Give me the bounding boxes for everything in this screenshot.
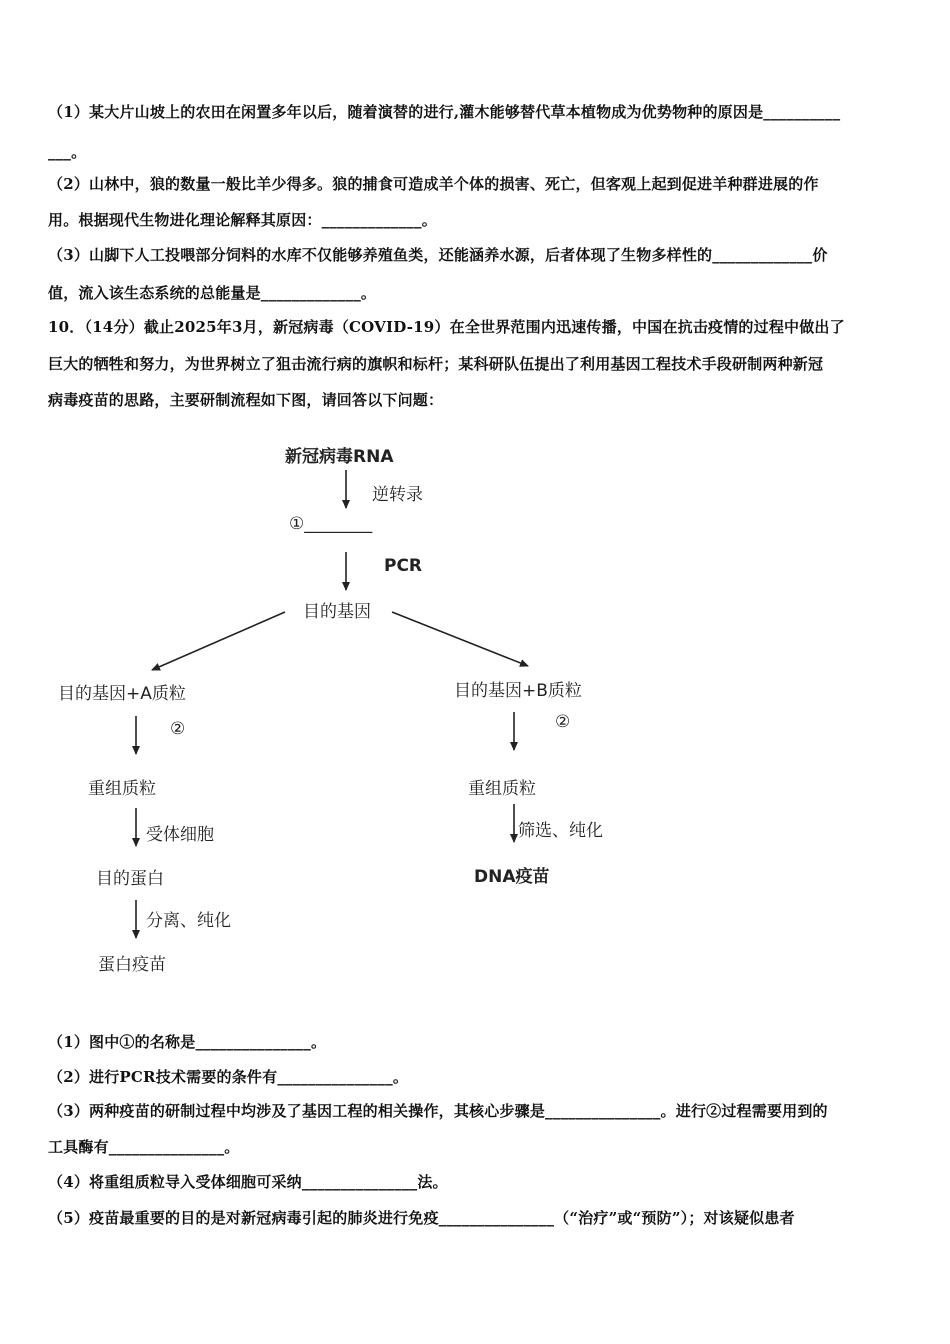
left-recombinant-node: 重组质粒 [88,779,156,799]
host-cell-label: 受体细胞 [146,825,214,845]
blank-1-node: ①________ [289,514,373,534]
vaccine-flow-diagram [0,430,950,990]
question-line: 用。根据现代生物进化理论解释其原因：_____________。 [48,211,437,229]
right-plasmid-node: 目的基因+B质粒 [454,681,582,701]
target-gene-node: 目的基因 [303,602,371,622]
pcr-label: PCR [384,556,423,576]
sub-question-line: （5）疫苗最重要的目的是对新冠病毒引起的肺炎进行免疫_______________（“治疗”或“预防”）；对该疑似患者 [48,1209,795,1227]
question-line: ___。 [48,143,87,161]
right-recombinant-node: 重组质粒 [468,779,536,799]
question-line: （3）山脚下人工投喂部分饲料的水库不仅能够养殖鱼类，还能涵养水源，后者体现了生物多样性的_____________价 [48,246,828,264]
question-line: 巨大的牺牲和努力，为世界树立了狙击流行病的旗帜和标杆；某科研队伍提出了利用基因工程技术手段研制两种新冠 [48,355,824,373]
dna-vaccine-node: DNA疫苗 [474,867,550,887]
left-step2-label: ② [170,719,186,739]
arrow-to-left-branch [152,612,285,670]
sub-question-line: （1）图中①的名称是_______________。 [48,1033,327,1051]
question-line: （1）某大片山坡上的农田在闲置多年以后，随着演替的进行,灌木能够替代草本植物成为优势物种的原因是__________ [48,103,841,121]
question-line: 值，流入该生态系统的总能量是_____________。 [48,284,377,302]
sub-question-line: （4）将重组质粒导入受体细胞可采纳_______________法。 [48,1173,448,1191]
sub-question-line: （3）两种疫苗的研制过程中均涉及了基因工程的相关操作，其核心步骤是_______________。进行②过程需要用到的 [48,1102,828,1120]
question-line: （2）山林中，狼的数量一般比羊少得多。狼的捕食可造成羊个体的损害、死亡，但客观上起到促进羊种群进展的作 [48,175,819,193]
reverse-transcription-label: 逆转录 [372,485,423,505]
rna-node: 新冠病毒RNA [285,447,394,467]
question-line: 病毒疫苗的思路，主要研制流程如下图，请回答以下问题： [48,391,444,409]
question-line: 10．（14分）截止2025年3月，新冠病毒（COVID-19）在全世界范围内迅速传播，中国在抗击疫情的过程中做出了 [48,318,845,336]
screen-purify-label: 筛选、纯化 [518,821,603,841]
right-step2-label: ② [555,712,571,732]
sub-question-line: （2）进行PCR技术需要的条件有_______________。 [48,1068,409,1086]
arrow-to-right-branch [392,612,528,666]
target-protein-node: 目的蛋白 [96,869,164,889]
sub-question-line: 工具酶有_______________。 [48,1138,240,1156]
left-plasmid-node: 目的基因+A质粒 [58,684,186,704]
separate-purify-label: 分离、纯化 [146,911,231,931]
diagram-arrows [0,430,950,990]
protein-vaccine-node: 蛋白疫苗 [98,955,166,975]
